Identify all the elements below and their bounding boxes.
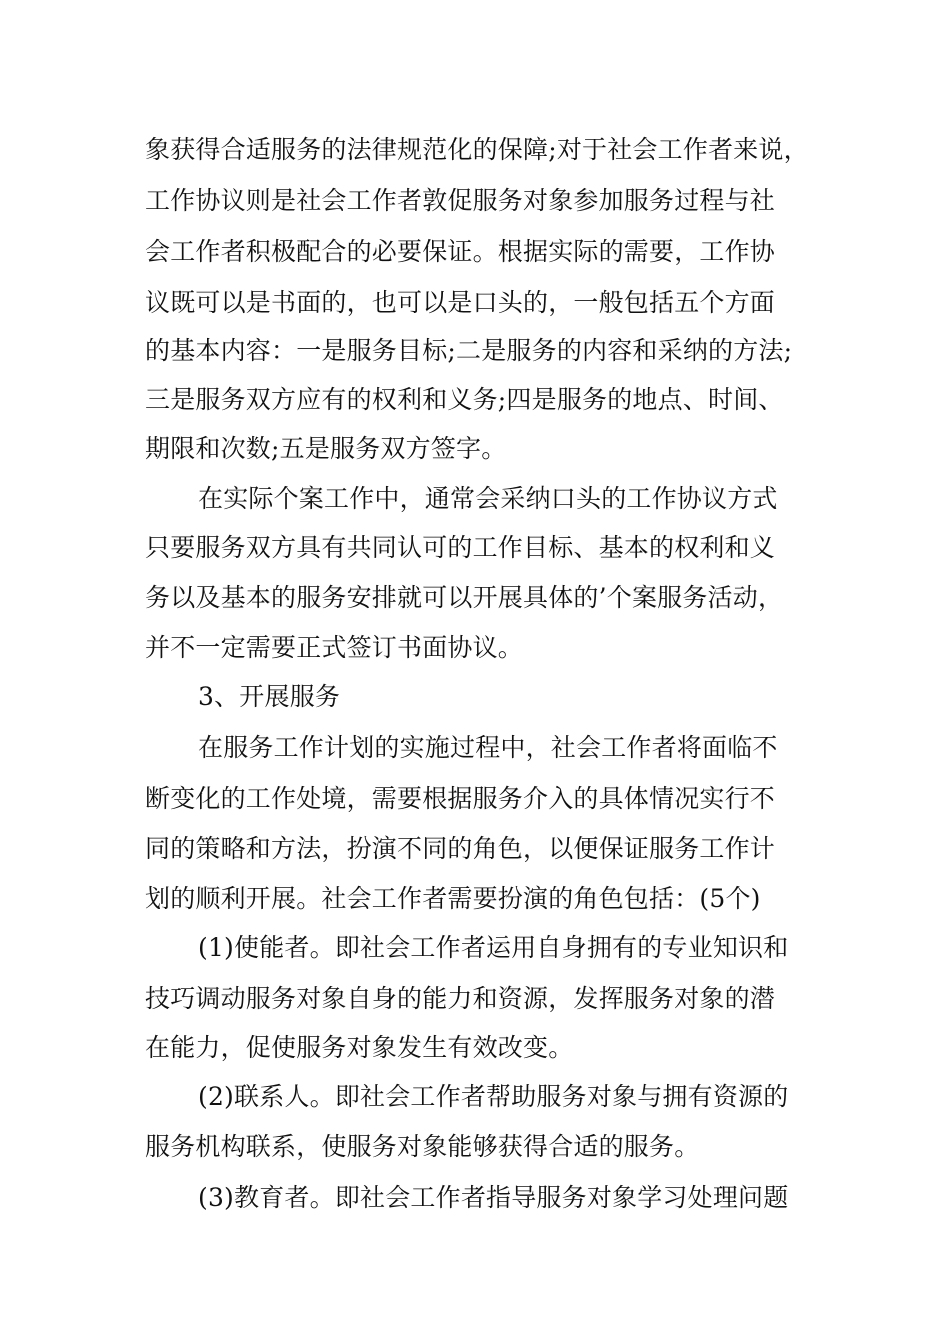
text-line: 三是服务双方应有的权利和义务;四是服务的地点、时间、 bbox=[145, 385, 784, 414]
text-line: 技巧调动服务对象自身的能力和资源，发挥服务对象的潜 bbox=[145, 984, 776, 1013]
paragraph-first-line: (2)联系人。即社会工作者帮助服务对象与拥有资源的 bbox=[198, 1082, 789, 1111]
text-line: 议既可以是书面的，也可以是口头的，一般包括五个方面 bbox=[145, 288, 776, 317]
text-line: 服务机构联系，使服务对象能够获得合适的服务。 bbox=[145, 1132, 700, 1161]
text-line: 划的顺利开展。社会工作者需要扮演的角色包括：(5个) bbox=[145, 884, 761, 913]
paragraph-first-line: (1)使能者。即社会工作者运用自身拥有的专业知识和 bbox=[198, 933, 789, 962]
text-line: 会工作者积极配合的必要保证。根据实际的需要，工作协 bbox=[145, 237, 776, 266]
section-heading: 3、开展服务 bbox=[198, 682, 341, 711]
paragraph-first-line: 在实际个案工作中，通常会采纳口头的工作协议方式 bbox=[198, 484, 778, 513]
paragraph-first-line: 在服务工作计划的实施过程中，社会工作者将面临不 bbox=[198, 733, 778, 762]
paragraph-first-line: (3)教育者。即社会工作者指导服务对象学习处理问题 bbox=[198, 1183, 789, 1212]
text-line: 在能力，促使服务对象发生有效改变。 bbox=[145, 1033, 574, 1062]
text-line: 同的策略和方法，扮演不同的角色，以便保证服务工作计 bbox=[145, 834, 776, 863]
text-line: 工作协议则是社会工作者敦促服务对象参加服务过程与社 bbox=[145, 186, 776, 215]
text-line: 只要服务双方具有共同认可的工作目标、基本的权利和义 bbox=[145, 533, 776, 562]
text-line: 的基本内容：一是服务目标;二是服务的内容和采纳的方法; bbox=[145, 336, 793, 365]
text-line: 期限和次数;五是服务双方签字。 bbox=[145, 434, 507, 463]
text-line: 象获得合适服务的法律规范化的保障;对于社会工作者来说， bbox=[145, 135, 809, 164]
text-line: 务以及基本的服务安排就可以开展具体的’个案服务活动， bbox=[145, 583, 784, 612]
text-line: 并不一定需要正式签订书面协议。 bbox=[145, 633, 524, 662]
text-line: 断变化的工作处境，需要根据服务介入的具体情况实行不 bbox=[145, 784, 776, 813]
